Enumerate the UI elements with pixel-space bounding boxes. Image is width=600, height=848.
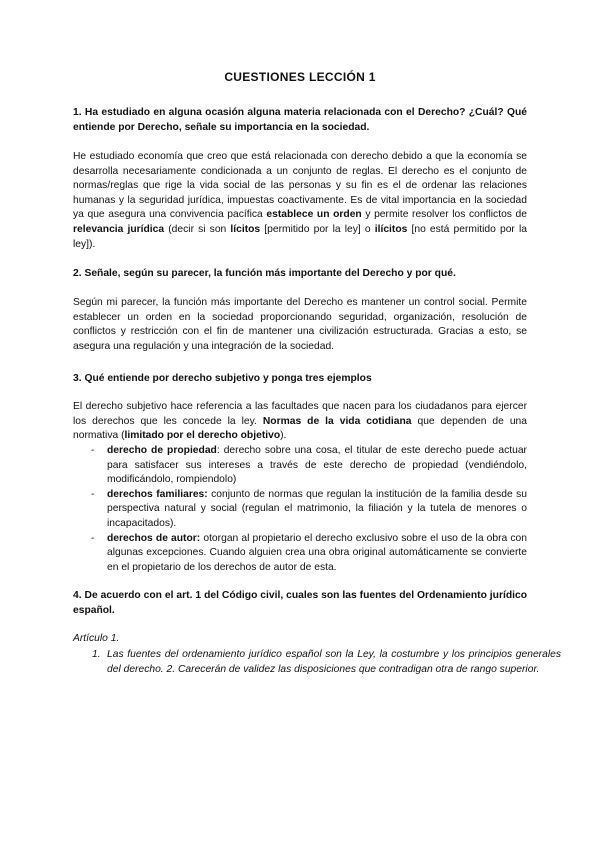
answer-1-bold-licitos: lícitos: [230, 223, 261, 235]
answer-1-text: y permite resolver los conflictos de: [361, 209, 528, 221]
question-1: 1. Ha estudiado en alguna ocasión alguna materia relacionada con el Derecho? ¿Cuál? Qué entiende por Derecho, señale su importancia en la sociedad.: [73, 107, 527, 133]
answer-3-bold-normas: Normas de la vida cotidiana: [262, 415, 412, 427]
document-title: CUESTIONES LECCIÓN 1: [224, 70, 376, 84]
question-2: 2. Señale, según su parecer, la función más importante del Derecho y por qué.: [73, 268, 456, 279]
article-label: Artículo 1.: [73, 633, 120, 644]
answer-3-text: ).: [280, 430, 287, 442]
article-item: [73, 648, 561, 677]
example-separator: :: [216, 445, 224, 456]
list-item-autor: [73, 532, 527, 576]
answer-1-text: [permitido por la ley] o: [260, 223, 375, 235]
example-term: derechos de autor:: [107, 532, 201, 544]
question-4: 4. De acuerdo con el art. 1 del Código civil, cuales son las fuentes del Ordenamiento jurídico español.: [73, 590, 527, 616]
article-item-text: Las fuentes del ordenamiento jurídico español son la Ley, la costumbre y los principios generales del derecho. 2. Carecerán de validez las disposiciones que contradigan otra de rango superior.: [107, 649, 561, 675]
example-term: derechos familiares:: [107, 488, 208, 500]
answer-1-text: [no está permitido por la ley]).: [73, 223, 527, 250]
example-description: derecho sobre una cosa, el titular de este derecho puede actuar para satisfacer sus intereses a través de este derecho de propiedad (vendiéndolo, modificándolo, rompiendolo): [107, 445, 527, 486]
article-item-number: 1.: [92, 649, 101, 660]
example-description: otorgan al propietario el derecho exclusivo sobre el uso de la obra con algunas excepciones. Cuando alguien crea una obra original automáticamente se convierte en el propietario de los derechos de autor de esta.: [107, 532, 527, 573]
answer-1-text: He estudiado economía que creo que está relacionada con derecho debido a que la economía se desarrolla necesariamente condicionada a un conjunto de reglas. El derecho es el conjunto de normas/reglas que rige la vida social de las personas y su fin es el de ordenar las relaciones humanas y la seguridad jurídica, impuestas coactivamente. Es de vital importancia en la sociedad ya que asegura una convivencia pacífica: [73, 151, 527, 221]
answer-2: Según mi parecer, la función más importante del Derecho es mantener un control social. Permite establecer un orden en la sociedad proporcionando seguridad, organización, resolución de conflictos y restricción con el fin de mantener una civilización estructurada. Gracias a esto, se asegura una regulación y una integración de la sociedad.: [73, 297, 527, 352]
dash-bullet: -: [91, 532, 95, 544]
answer-3-intro: [73, 400, 527, 444]
list-item-propiedad: [73, 444, 527, 488]
answer-3-text: El derecho subjetivo hace referencia a las facultades que nacen para los ciudadanos para ejercer los derechos que les concede la ley.: [73, 401, 527, 427]
answer-3-bold-limitado: limitado por el derecho objetivo: [124, 430, 281, 442]
question-3: 3. Qué entiende por derecho subjetivo y ponga tres ejemplos: [73, 373, 372, 384]
answer-3-text: que dependen de una normativa (: [73, 415, 528, 442]
answer-1-bold-relevancia: relevancia jurídica: [73, 223, 165, 235]
dash-bullet: -: [91, 445, 95, 456]
dash-bullet: -: [91, 488, 95, 500]
answer-1-bold-ilicitos: ilícitos: [374, 223, 408, 235]
list-item-familiares: [73, 488, 527, 532]
answer-1-bold-orden: establece un orden: [266, 209, 362, 221]
answer-1-text: (decir si son: [164, 223, 231, 235]
example-term: derecho de propiedad: [107, 445, 217, 456]
example-description: conjunto de normas que regulan la institución de la familia desde su perspectiva natural y social (regulan el matrimonio, la filiación y la tutela de menores o incapacitados).: [107, 488, 528, 529]
examples-list: [73, 444, 527, 575]
answer-1: [73, 150, 527, 252]
